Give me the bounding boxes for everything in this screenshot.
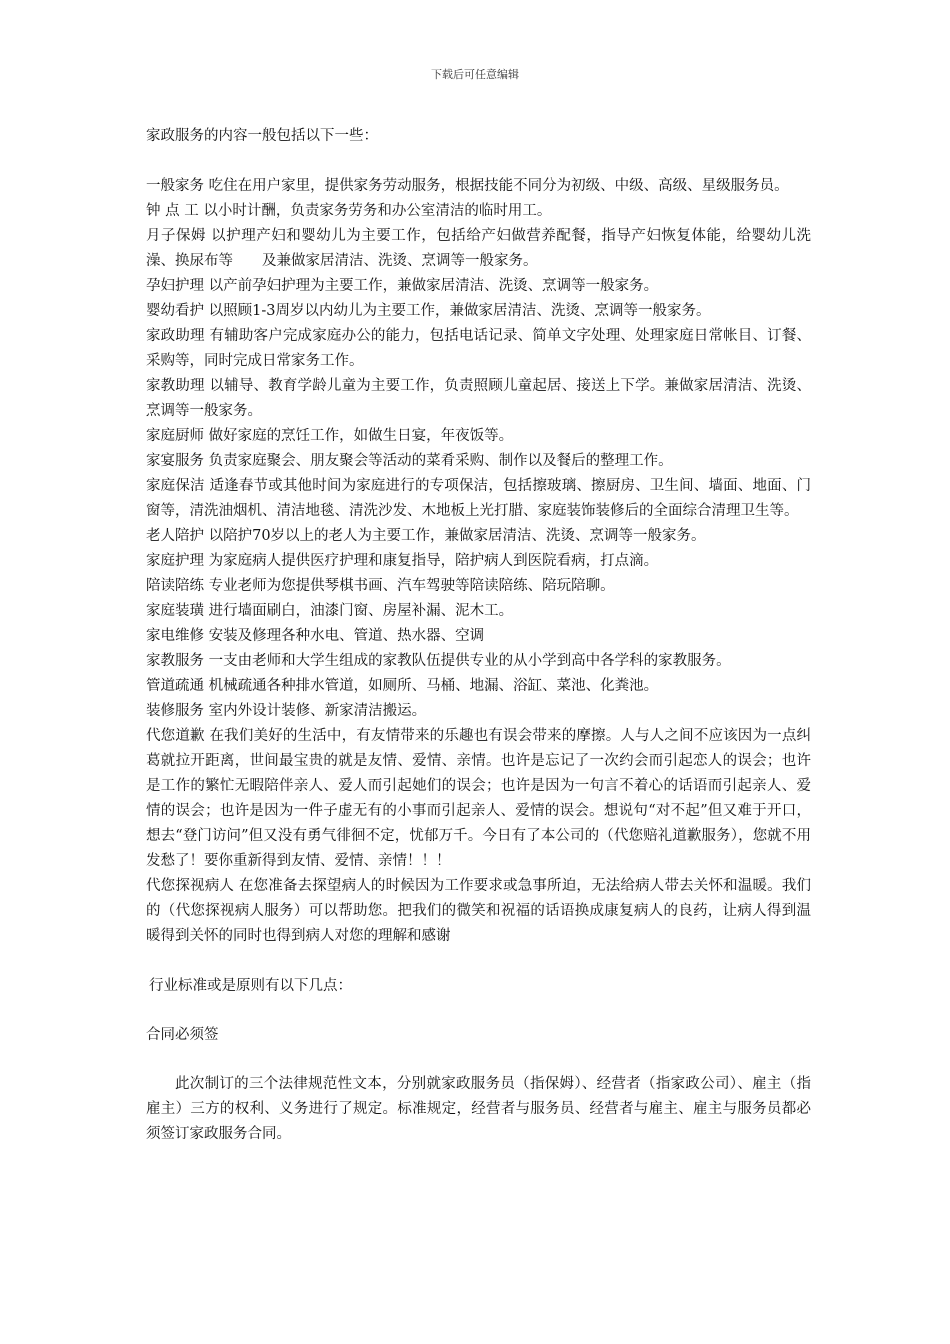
service-item-desc: 在您准备去探望病人的时候因为工作要求或急事所迫，无法给病人带去关怀和温暖。我们的（代您探视病人服务）可以帮助您。把我们的微笑和祝福的话语换成康复病人的良药，让病人得到温暖得到关怀的同时也得到病人对您的理解和感谢 [146,878,812,944]
service-item-desc: 以辅导、教育学龄儿童为主要工作，负责照顾儿童起居、接送上下学。兼做家居清洁、洗烫、烹调等一般家务。 [146,378,812,419]
service-item [146,724,811,874]
service-item-title: 家庭厨师 [146,428,204,444]
service-item-title: 家宴服务 [146,453,204,469]
service-item-desc: 进行墙面刷白，油漆门窗、房屋补漏、泥木工。 [208,603,514,619]
service-item [146,574,811,599]
service-item [146,524,811,549]
service-item-title: 老人陪护 [146,528,204,544]
service-item-title: 代您探视病人 [146,878,235,894]
service-item [146,199,811,224]
contract-paragraph: 此次制订的三个法律规范性文本，分别就家政服务员（指保姆）、经营者（指家政公司）、雇主（指雇主）三方的权利、义务进行了规定。标准规定，经营者与服务员、经营者与雇主、雇主与服务员都必须签订家政服务合同。 [146,1076,811,1142]
service-item-desc: 为家庭病人提供医疗护理和康复指导，陪护病人到医院看病，打点滴。 [208,553,659,569]
service-list [146,174,811,949]
service-item-title: 家教服务 [146,653,204,669]
service-item-title: 装修服务 [146,703,204,719]
service-item [146,699,811,724]
standards-heading: 行业标准或是原则有以下几点： [149,978,352,994]
service-item-desc: 一支由老师和大学生组成的家教队伍提供专业的从小学到高中各学科的家教服务。 [208,653,731,669]
service-item-desc: 专业老师为您提供琴棋书画、汽车驾驶等陪读陪练、陪玩陪聊。 [208,578,615,594]
service-item [146,599,811,624]
service-item-title: 代您道歉 [146,728,205,744]
service-item-desc: 在我们美好的生活中，有友情带来的乐趣也有误会带来的摩擦。人与人之间不应该因为一点纠葛就拉开距离，世间最宝贵的就是友情、爱情、亲情。也许是忘记了一次约会而引起恋人的误会；也许是工作的繁忙无暇陪伴亲人、爱人而引起她们的误会；也许是因为一句言不着心的话语而引起亲人、爱情的误会；也许是因为一件子虚无有的小事而引起亲人、爱情的误会。想说句“对不起”但又难于开口，想去“登门访问”但又没有勇气徘徊不定，忧郁万千。今日有了本公司的（代您赔礼道歉服务），您就不用发愁了！要你重新得到友情、爱情、亲情！！！ [146,728,812,869]
service-item-title: 家庭装璜 [146,603,204,619]
service-item-title: 家政助理 [146,328,205,344]
service-item-title: 钟 点 工 [146,203,199,219]
service-item [146,374,811,424]
service-item [146,649,811,674]
service-item [146,424,811,449]
service-item-title: 婴幼看护 [146,303,204,319]
service-item [146,874,811,949]
service-item-title: 一般家务 [146,178,204,194]
document-body [146,124,811,1147]
intro-line: 家政服务的内容一般包括以下一些： [146,128,378,144]
contract-heading: 合同必须签 [146,1027,219,1043]
service-item-desc: 以陪护70岁以上的老人为主要工作，兼做家居清洁、洗烫、烹调等一般家务。 [208,528,706,544]
service-item-desc: 安装及修理各种水电、管道、热水器、空调 [208,628,485,644]
service-item-title: 家庭护理 [146,553,204,569]
service-item-desc: 以小时计酬，负责家务劳务和办公室清洁的临时用工。 [203,203,552,219]
service-item-title: 陪读陪练 [146,578,204,594]
service-item-title: 管道疏通 [146,678,204,694]
service-item-desc: 以照顾1-3周岁以内幼儿为主要工作，兼做家居清洁、洗烫、烹调等一般家务。 [208,303,711,319]
service-item [146,224,811,274]
service-item [146,549,811,574]
service-item-title: 家电维修 [146,628,204,644]
service-item-title: 家教助理 [146,378,205,394]
service-item [146,674,811,699]
service-item-desc: 适逢春节或其他时间为家庭进行的专项保洁，包括擦玻璃、擦厨房、卫生间、墙面、地面、门窗等，清洗油烟机、清洁地毯、清洗沙发、木地板上光打腊、家庭装饰装修后的全面综合清理卫生等。 [146,478,812,519]
service-item-desc: 做好家庭的烹饪工作，如做生日宴，年夜饭等。 [208,428,514,444]
service-item-desc: 以护理产妇和婴幼儿为主要工作，包括给产妇做营养配餐，指导产妇恢复体能，给婴幼儿洗澡、换尿布等 及兼做家居清洁、洗烫、烹调等一般家务。 [146,228,812,269]
service-item-desc: 有辅助客户完成家庭办公的能力，包括电话记录、简单文字处理、处理家庭日常帐目、订餐、采购等，同时完成日常家务工作。 [146,328,812,369]
service-item-desc: 吃住在用户家里，提供家务劳动服务，根据技能不同分为初级、中级、高级、星级服务员。 [208,178,789,194]
service-item [146,474,811,524]
service-item [146,624,811,649]
service-item [146,449,811,474]
service-item [146,324,811,374]
service-item-title: 孕妇护理 [146,278,204,294]
service-item-desc: 室内外设计装修、新家清洁搬运。 [208,703,427,719]
service-item [146,274,811,299]
page-header: 下载后可任意编辑 [431,68,519,81]
service-item-desc: 机械疏通各种排水管道，如厕所、马桶、地漏、浴缸、菜池、化粪池。 [208,678,659,694]
service-item [146,174,811,199]
service-item-desc: 以产前孕妇护理为主要工作，兼做家居清洁、洗烫、烹调等一般家务。 [208,278,659,294]
service-item-desc: 负责家庭聚会、朋友聚会等活动的菜肴采购、制作以及餐后的整理工作。 [208,453,673,469]
service-item-title: 家庭保洁 [146,478,205,494]
service-item [146,299,811,324]
service-item-title: 月子保姆 [146,228,207,244]
